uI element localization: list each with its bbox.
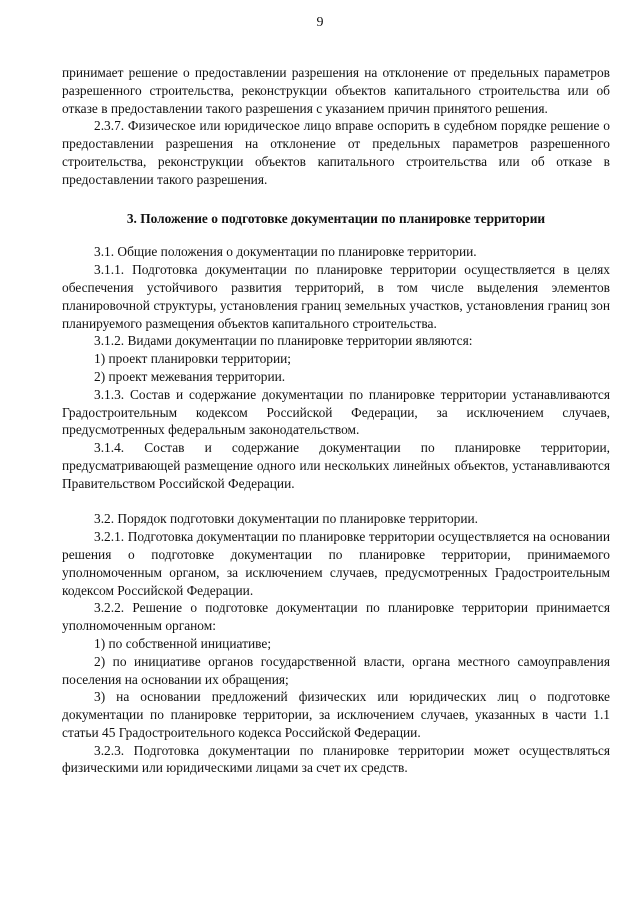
- paragraph-3-1-2: 3.1.2. Видами документации по планировке территории являются:: [94, 333, 473, 349]
- paragraph-3-1-4: 3.1.4. Состав и содержание документации по планировке территории, предусматривающей размещение одного или нескольких линейных объектов, устанавливаются Правительством Российской Федерации.: [62, 440, 610, 491]
- paragraph-3-2-2: 3.2.2. Решение о подготовке документации по планировке территории принимается уполномоченным органом:: [62, 600, 610, 634]
- page-number: 9: [316, 15, 324, 30]
- list-item: 3) на основании предложений физических или юридических лиц о подготовке документации по планировке территории, за исключением случаев, указанных в части 1.1 статьи 45 Градостроительного кодекса Российской Федерации.: [62, 689, 610, 740]
- subsection-title-3-1: 3.1. Общие положения о документации по планировке территории.: [94, 244, 477, 260]
- document-body: [62, 64, 610, 777]
- paragraph-3-1-3: 3.1.3. Состав и содержание документации по планировке территории устанавливаются Градостроительным кодексом Российской Федерации, за исключением случаев, предусмотренных федеральным законодательством.: [62, 386, 610, 438]
- subsection-title-3-2: 3.2. Порядок подготовки документации по планировке территории.: [94, 511, 479, 527]
- spacer: [62, 493, 610, 511]
- paragraph-continuation: принимает решение о предоставлении разрешения на отклонение от предельных параметров разрешенного строительства, реконструкции объектов капитального строительства или об отказе в предоставлении такого разрешения с указанием причин принятого решения.: [62, 65, 610, 116]
- list-item: 1) проект планировки территории;: [94, 351, 292, 367]
- paragraph-3-1-1: 3.1.1. Подготовка документации по планировке территории осуществляется в целях обеспечения устойчивого развития территорий, в том числе выделения элементов планировочной структуры, установления границ земельных участков, установления границ зон планируемого размещения объектов капитального строительства.: [62, 262, 610, 331]
- list-item: 2) по инициативе органов государственной власти, органа местного самоуправления поселения на основании их обращения;: [62, 653, 610, 687]
- paragraph-2-3-7: 2.3.7. Физическое или юридическое лицо вправе оспорить в судебном порядке решение о предоставлении разрешения на отклонение от предельных параметров разрешенного строительства, реконструкции объектов капитального строительства или об отказе в предоставлении такого разрешения.: [62, 118, 610, 187]
- section-heading: 3. Положение о подготовке документации по планировке территории: [126, 210, 546, 226]
- list-item: 1) по собственной инициативе;: [94, 635, 272, 651]
- paragraph-3-2-3: 3.2.3. Подготовка документации по планировке территории может осуществляться физическими или юридическими лицами за счет их средств.: [62, 742, 610, 776]
- list-item: 2) проект межевания территории.: [94, 368, 286, 384]
- paragraph-3-2-1: 3.2.1. Подготовка документации по планировке территории осуществляется на основании решения о подготовке документации по планировке территории, принимаемого уполномоченным органом, за исключением случаев, предусмотренных Градостроительным кодексом Российской Федерации.: [62, 529, 610, 598]
